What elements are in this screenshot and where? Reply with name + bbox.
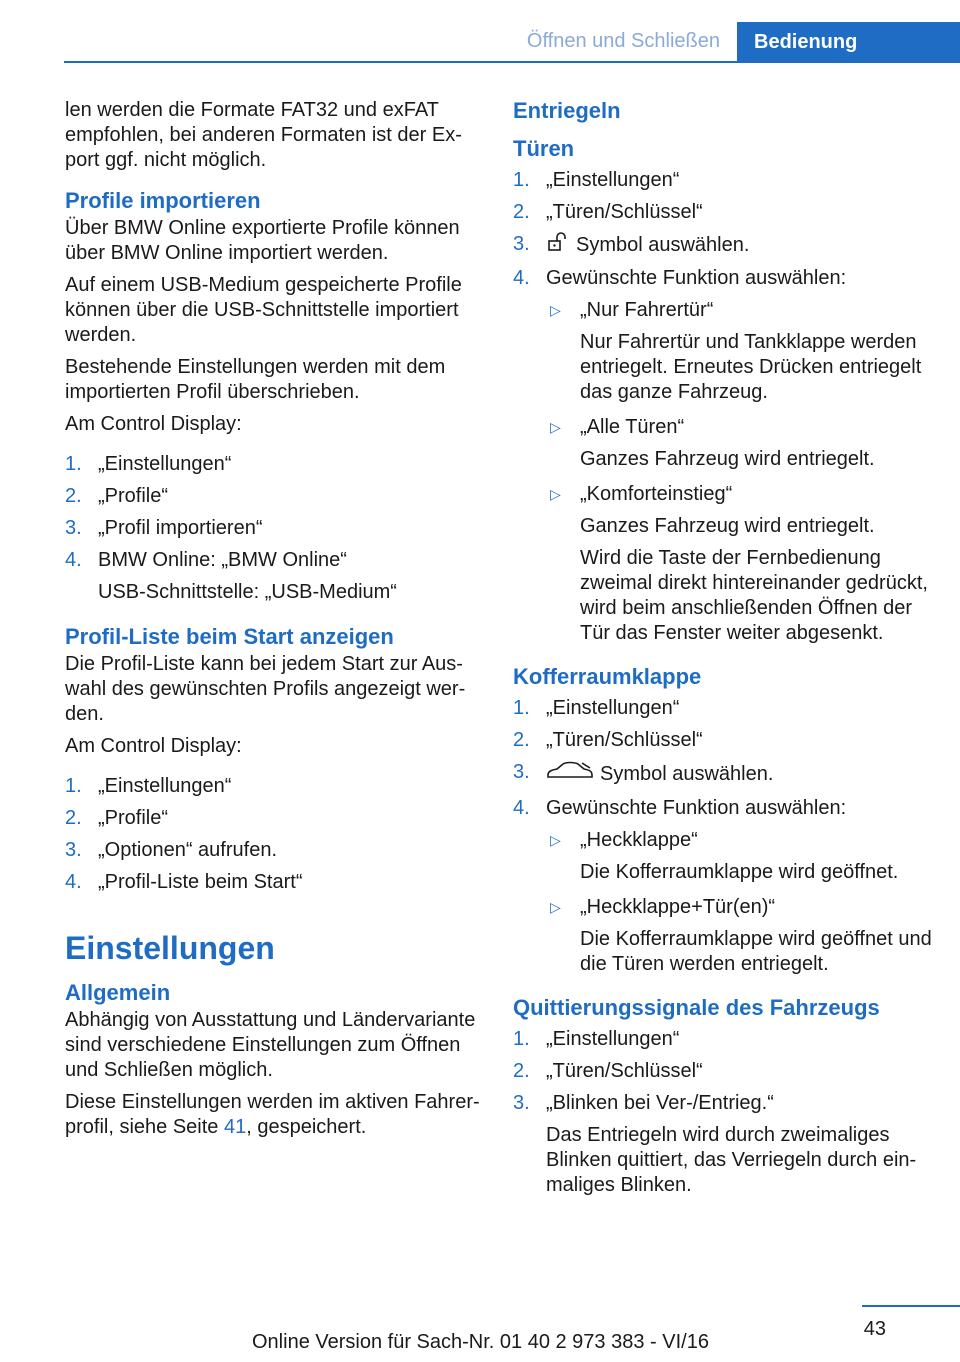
left-column	[65, 98, 480, 1147]
list-text: BMW Online: „BMW Online“	[98, 549, 347, 571]
import-steps-list	[65, 452, 480, 605]
list-text: „Blinken bei Ver-/Entrieg.“	[546, 1092, 774, 1114]
heading-general: Allgemein	[65, 980, 171, 1005]
paragraph: Über BMW Online exportierte Profile können über BMW Online importiert werden.	[65, 217, 460, 264]
list-text: Gewünschte Funktion auswählen:	[546, 797, 847, 819]
list-text: „Türen/Schlüssel“	[546, 201, 703, 223]
footer-rule	[862, 1305, 960, 1307]
text: Diese Einstellungen werden im aktiven Fahrerprofil, siehe Seite	[65, 1091, 480, 1138]
list-item	[513, 696, 933, 721]
header-rule	[64, 61, 960, 63]
list-text: „Profile“	[98, 807, 169, 829]
list-number: 2.	[513, 729, 530, 751]
list-number: 3.	[513, 1092, 530, 1114]
list-item	[513, 760, 933, 789]
list-number: 3.	[65, 839, 82, 861]
text: , gespeichert.	[246, 1116, 367, 1138]
list-text: Symbol auswählen.	[600, 762, 774, 785]
right-column	[513, 98, 933, 1205]
footer-version-text: Online Version für Sach-Nr. 01 40 2 973 383 - VI/16	[252, 1331, 709, 1353]
paragraph	[65, 1090, 480, 1140]
list-text: „Türen/Schlüssel“	[546, 729, 703, 751]
option-label: „Alle Türen“	[580, 416, 685, 438]
list-text: Gewünschte Funktion auswählen:	[546, 267, 847, 289]
list-number: 4.	[65, 549, 82, 571]
list-number: 2.	[513, 1060, 530, 1082]
list-item	[513, 1059, 933, 1084]
list-text: „Profil importieren“	[98, 517, 263, 539]
heading-unlocking: Entriegeln	[513, 98, 621, 123]
trunk-options-list	[546, 828, 933, 977]
list-item	[513, 200, 933, 225]
option-description: Wird die Taste der Fernbedienung zweimal direkt hintereinander gedrückt, wird beim anschließenden Öffnen der Tür das Fenster weiter abgesenkt.	[580, 547, 928, 644]
option-description: Die Kofferraumklappe wird geöffnet und die Türen werden entriegelt.	[580, 928, 932, 975]
trunk-steps-list	[513, 696, 933, 977]
unlock-icon	[546, 232, 570, 259]
list-item	[65, 870, 480, 895]
list-number: 4.	[513, 797, 530, 819]
heading-confirmation-signals: Quittierungssignale des Fahrzeugs	[513, 995, 880, 1020]
list-item	[65, 838, 480, 863]
list-text: „Optionen“ aufrufen.	[98, 839, 277, 861]
list-number: 3.	[65, 517, 82, 539]
list-number: 3.	[513, 233, 530, 255]
triangle-bullet-icon: ▷	[550, 419, 561, 435]
list-text: „Einstellungen“	[98, 775, 232, 797]
header-tab	[737, 22, 960, 63]
list-number: 1.	[513, 1028, 530, 1050]
paragraph: Bestehende Einstellungen werden mit dem importierten Profil überschrieben.	[65, 356, 446, 403]
signals-steps-list	[513, 1027, 933, 1198]
header-section-title: Öffnen und Schließen	[526, 30, 720, 52]
option-label: „Nur Fahrertür“	[580, 299, 714, 321]
startlist-steps-list	[65, 774, 480, 895]
list-item	[65, 452, 480, 477]
list-item	[65, 806, 480, 831]
list-number: 2.	[65, 807, 82, 829]
list-item	[65, 774, 480, 799]
list-number: 2.	[513, 201, 530, 223]
list-item	[513, 1091, 933, 1198]
list-item	[513, 1027, 933, 1052]
paragraph: Abhängig von Ausstattung und Ländervariante sind verschiedene Einstellungen zum Öffnen und Schließen möglich.	[65, 1009, 476, 1081]
sub-list-item	[546, 482, 933, 646]
list-text-continued: Das Entriegeln wird durch zweimaliges Blinken quittiert, das Verriegeln durch einmaliges Blinken.	[546, 1124, 917, 1196]
list-number: 1.	[513, 169, 530, 191]
option-description: Ganzes Fahrzeug wird entriegelt.	[580, 448, 875, 470]
sub-list-item	[546, 298, 933, 405]
page-reference-link[interactable]: 41	[223, 1116, 247, 1138]
list-number: 4.	[513, 267, 530, 289]
heading-trunk: Kofferraumklappe	[513, 664, 702, 689]
list-item	[65, 516, 480, 541]
list-text: „Profile“	[98, 485, 169, 507]
sub-list-item	[546, 895, 933, 977]
option-label: „Heckklappe+Tür(en)“	[580, 896, 776, 918]
list-text: „Einstellungen“	[546, 697, 680, 719]
paragraph: Am Control Display:	[65, 735, 242, 757]
list-text: „Einstellungen“	[98, 453, 232, 475]
triangle-bullet-icon: ▷	[550, 302, 561, 318]
list-item	[513, 728, 933, 753]
header-tab-label: Bedienung	[754, 31, 858, 53]
option-description: Ganzes Fahrzeug wird entriegelt.	[580, 515, 875, 537]
sub-list-item	[546, 828, 933, 885]
paragraph: Die Profil-Liste kann bei jedem Start zur Auswahl des gewünschten Profils angezeigt werden.	[65, 653, 466, 725]
option-label: „Heckklappe“	[580, 829, 698, 851]
triangle-bullet-icon: ▷	[550, 486, 561, 502]
intro-paragraph: len werden die Formate FAT32 und exFAT empfohlen, bei anderen Formaten ist der Export ggf. nicht möglich.	[65, 99, 462, 171]
heading-doors: Türen	[513, 136, 575, 161]
paragraph: Auf einem USB-Medium gespeicherte Profile können über die USB-Schnittstelle importiert werden.	[65, 274, 462, 346]
heading-profile-import: Profile importieren	[65, 188, 261, 213]
list-text: „Profil-Liste beim Start“	[98, 871, 303, 893]
list-item	[513, 266, 933, 646]
list-item	[65, 548, 480, 605]
list-number: 2.	[65, 485, 82, 507]
car-trunk-icon	[546, 760, 594, 789]
option-description: Nur Fahrertür und Tankklappe werden entriegelt. Erneutes Drücken entriegelt das ganze Fahrzeug.	[580, 331, 922, 403]
triangle-bullet-icon: ▷	[550, 832, 561, 848]
list-number: 1.	[65, 775, 82, 797]
list-number: 1.	[513, 697, 530, 719]
list-text: „Einstellungen“	[546, 1028, 680, 1050]
heading-settings: Einstellungen	[65, 930, 275, 966]
page-number: 43	[863, 1318, 886, 1340]
option-description: Die Kofferraumklappe wird geöffnet.	[580, 861, 899, 883]
list-number: 3.	[513, 761, 530, 783]
paragraph: Am Control Display:	[65, 413, 242, 435]
list-item	[65, 484, 480, 509]
heading-profile-list-start: Profil-Liste beim Start anzeigen	[65, 624, 394, 649]
list-number: 1.	[65, 453, 82, 475]
doors-options-list	[546, 298, 933, 646]
list-item	[513, 168, 933, 193]
list-number: 4.	[65, 871, 82, 893]
list-text: „Einstellungen“	[546, 169, 680, 191]
list-item	[513, 796, 933, 977]
doors-steps-list	[513, 168, 933, 646]
triangle-bullet-icon: ▷	[550, 899, 561, 915]
list-item	[513, 232, 933, 259]
list-text-continued: USB-Schnittstelle: „USB-Medium“	[98, 581, 397, 603]
list-text: „Türen/Schlüssel“	[546, 1060, 703, 1082]
list-text: Symbol auswählen.	[576, 233, 750, 256]
option-label: „Komforteinstieg“	[580, 483, 733, 505]
sub-list-item	[546, 415, 933, 472]
